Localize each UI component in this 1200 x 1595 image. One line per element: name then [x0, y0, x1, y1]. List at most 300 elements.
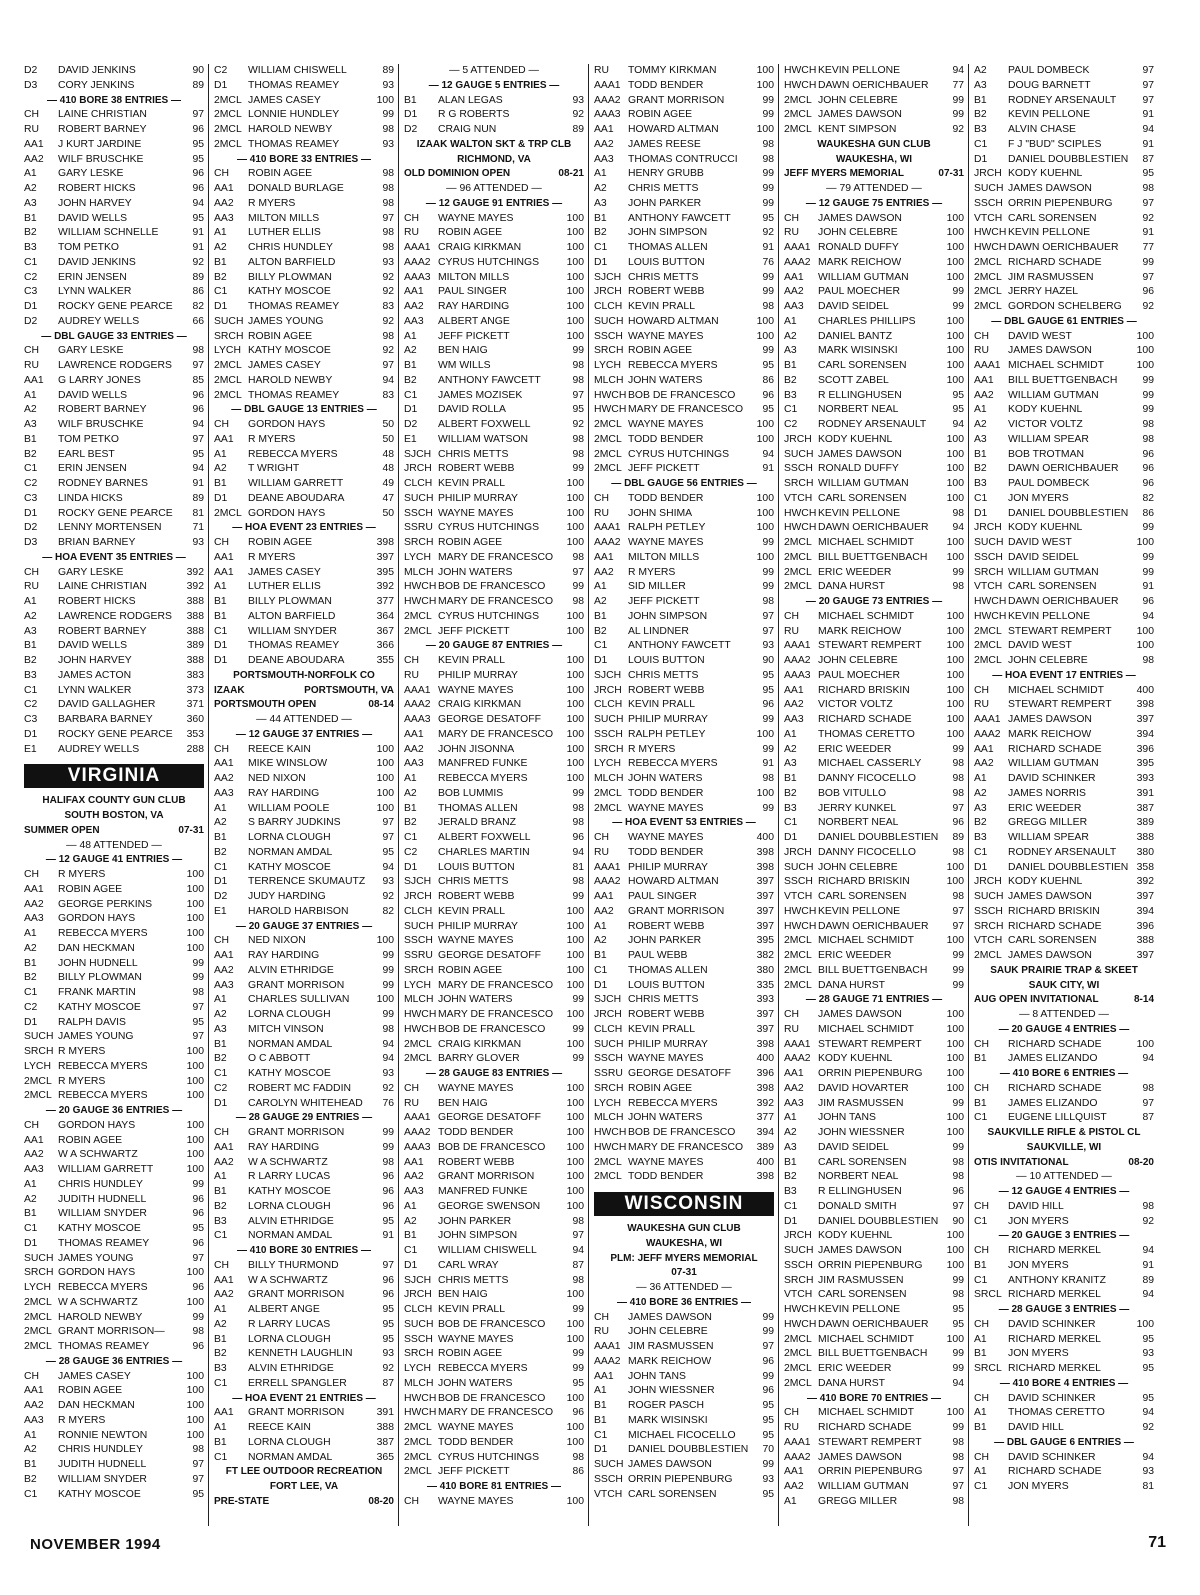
shooter-name: JOHN WIESSNER: [628, 1385, 715, 1397]
score: 100: [756, 65, 774, 76]
shooter-name: LORNA CLOUGH: [248, 832, 331, 843]
score: 98: [572, 433, 584, 445]
shoot-title: [974, 1156, 1154, 1171]
result-row: [974, 212, 1154, 227]
class-code: B1: [214, 478, 227, 489]
result-row: [24, 1030, 204, 1045]
result-row: [214, 374, 394, 389]
score: 82: [192, 301, 204, 312]
result-row: [974, 433, 1154, 448]
class-code: A1: [214, 448, 227, 460]
score: 97: [382, 360, 394, 371]
result-row: [214, 1082, 394, 1097]
class-code: A1: [404, 1200, 417, 1212]
score: 398: [756, 861, 774, 873]
class-code: HWCH: [594, 1127, 627, 1138]
class-code: SJCH: [594, 271, 622, 283]
score: 91: [192, 242, 204, 253]
score: 100: [566, 522, 584, 534]
shooter-name: MARY DE FRANCESCO: [628, 1141, 744, 1153]
shooter-name: ROBIN AGEE: [248, 168, 313, 180]
class-code: A3: [974, 802, 987, 814]
shooter-name: LAWRENCE RODGERS: [58, 360, 172, 371]
score: 92: [192, 256, 204, 268]
class-code: AA1: [974, 374, 994, 386]
score: 92: [382, 315, 394, 327]
shooter-name: WILLIAM GUTMAN: [818, 1481, 909, 1492]
shooter-name: MARY DE FRANCESCO: [438, 979, 554, 991]
score: 100: [946, 610, 964, 622]
score: 100: [946, 640, 964, 652]
score: 100: [566, 330, 584, 342]
state-banner: VIRGINIA: [24, 764, 204, 788]
result-row: [974, 197, 1154, 212]
score: 98: [952, 1451, 964, 1463]
event-heading: — HOA EVENT 53 ENTRIES —: [612, 817, 756, 829]
event-heading: — 12 GAUGE 41 ENTRIES —: [45, 854, 183, 866]
result-row: [784, 1185, 964, 1200]
shooter-name: WILLIAM GUTMAN: [1008, 566, 1099, 578]
shooter-name: KEVIN PRALL: [628, 699, 695, 711]
result-row: [404, 315, 584, 330]
class-code: RU: [594, 65, 610, 76]
class-code: A1: [24, 1429, 37, 1441]
result-row: [214, 1141, 394, 1156]
class-code: JRCH: [404, 891, 432, 902]
class-code: AAA3: [404, 271, 431, 283]
score: 91: [762, 242, 774, 253]
class-code: A1: [24, 168, 37, 180]
shooter-name: ALAN LEGAS: [438, 94, 503, 106]
score: 400: [756, 832, 774, 843]
score: 97: [192, 1459, 204, 1470]
shooter-name: DAVID SCHINKER: [1008, 1392, 1096, 1404]
score: 398: [756, 846, 774, 858]
class-code: RU: [24, 581, 40, 593]
result-row: [404, 1421, 584, 1436]
class-code: B3: [974, 124, 987, 135]
event-heading: — 410 BORE 70 ENTRIES —: [807, 1392, 941, 1404]
shooter-name: WAYNE MAYES: [628, 419, 704, 430]
result-row: [784, 1008, 964, 1023]
score: 100: [566, 905, 584, 917]
score: 89: [192, 79, 204, 91]
result-row: [214, 905, 394, 920]
shoot-date: 08-21: [558, 168, 584, 180]
shooter-name: ERRELL SPANGLER: [248, 1377, 347, 1389]
class-code: SSCH: [974, 905, 1003, 917]
result-row: [214, 1126, 394, 1141]
result-row: [214, 477, 394, 492]
shooter-name: BARRY GLOVER: [438, 1053, 520, 1065]
score: 100: [376, 94, 394, 106]
score: 95: [952, 1318, 964, 1330]
shooter-name: THOMAS CERETTO: [818, 728, 915, 740]
class-code: AA1: [784, 684, 804, 696]
score: 94: [382, 1038, 394, 1050]
result-row: [974, 920, 1154, 935]
result-row: [594, 875, 774, 890]
shooter-name: PAUL DOMBECK: [1008, 65, 1090, 76]
shooter-name: DANIEL DOUBBLESTIEN: [818, 1215, 939, 1227]
result-row: [974, 344, 1154, 359]
score: 83: [382, 301, 394, 312]
result-row: [594, 772, 774, 787]
score: 98: [572, 802, 584, 814]
shooter-name: JAMES DAWSON: [818, 1009, 902, 1020]
shooter-name: KATHY MOSCOE: [58, 1223, 141, 1234]
score: 95: [572, 404, 584, 416]
class-code: HWCH: [784, 65, 817, 76]
class-code: SJCH: [404, 448, 432, 460]
shooter-name: GRANT MORRISON: [248, 1127, 345, 1138]
shooter-name: LUTHER ELLIS: [248, 581, 321, 593]
shooter-name: BILL BUETTGENBACH: [818, 1348, 928, 1360]
class-code: HWCH: [784, 1304, 817, 1315]
result-row: [784, 698, 964, 713]
shooter-name: GARY LESKE: [58, 345, 124, 357]
score: 96: [952, 1186, 964, 1197]
shooter-name: WILLIAM CHISWELL: [438, 1245, 537, 1256]
class-code: AAA2: [974, 728, 1001, 740]
class-code: CLCH: [404, 478, 433, 489]
shooter-name: ROBIN AGEE: [58, 1134, 123, 1146]
result-row: [594, 551, 774, 566]
class-code: AA2: [404, 1171, 424, 1183]
result-row: [784, 403, 964, 418]
shooter-name: KEVIN PRALL: [438, 655, 505, 666]
score: 288: [186, 743, 204, 755]
shooter-name: DANA HURST: [818, 1377, 885, 1389]
club-heading: SAUKVILLE, WI: [1026, 1141, 1102, 1153]
score: 98: [572, 876, 584, 888]
result-row: [784, 728, 964, 743]
class-code: AAA2: [784, 655, 811, 666]
class-code: AA2: [214, 1156, 234, 1168]
score: 373: [186, 684, 204, 696]
result-row: [214, 551, 394, 566]
result-row: [214, 1362, 394, 1377]
class-code: CH: [974, 1392, 990, 1404]
shooter-name: MITCH VINSON: [248, 1023, 324, 1035]
score: 364: [376, 610, 394, 622]
class-code: SRCH: [784, 478, 814, 489]
shooter-name: TOM PETKO: [58, 433, 120, 445]
score: 397: [756, 1023, 774, 1035]
score: 93: [382, 1068, 394, 1079]
score: 100: [566, 1186, 584, 1197]
result-row: [404, 890, 584, 905]
shooter-name: HENRY GRUBB: [628, 168, 704, 180]
score: 100: [186, 1400, 204, 1411]
score: 94: [1142, 1053, 1154, 1065]
shooter-name: PHILIP MURRAY: [628, 714, 708, 725]
result-row: [404, 1303, 584, 1318]
score: 96: [192, 1193, 204, 1205]
class-code: SJCH: [594, 669, 622, 681]
score: 90: [952, 1215, 964, 1227]
result-row: [784, 934, 964, 949]
shooter-name: JOHN TANS: [818, 1112, 876, 1124]
score: 99: [952, 743, 964, 755]
class-code: LYCH: [404, 979, 431, 991]
shooter-name: JON MYERS: [1008, 1259, 1069, 1271]
result-row: [974, 418, 1154, 433]
score: 99: [382, 979, 394, 991]
club-heading: WAUKESHA GUN CLUB: [817, 138, 931, 150]
result-row: [214, 934, 394, 949]
result-row: [974, 1318, 1154, 1333]
score: 100: [566, 714, 584, 725]
shooter-name: DAVID JENKINS: [58, 65, 136, 76]
score: 96: [382, 1274, 394, 1286]
class-code: HWCH: [404, 1009, 437, 1020]
result-row: [24, 1458, 204, 1473]
shooter-name: JIM RASMUSSEN: [818, 1097, 904, 1109]
shooter-name: O C ABBOTT: [248, 1053, 311, 1065]
score: 99: [952, 1348, 964, 1360]
score: 99: [572, 1023, 584, 1035]
class-code: HWCH: [594, 389, 627, 401]
result-row: [24, 1119, 204, 1134]
score: 99: [382, 950, 394, 961]
class-code: D2: [214, 891, 228, 902]
result-row: [594, 1325, 774, 1340]
class-code: CH: [214, 1127, 230, 1138]
score: 95: [952, 404, 964, 416]
result-row: [594, 1170, 774, 1185]
shooter-name: WILLIAM SNYDER: [248, 625, 337, 637]
shooter-name: WAYNE MAYES: [438, 1082, 514, 1094]
shooter-name: JEFF PICKETT: [438, 330, 510, 342]
result-row: [974, 300, 1154, 315]
class-code: A3: [974, 433, 987, 445]
result-row: [594, 654, 774, 669]
shooter-name: JOHN CELEBRE: [818, 94, 898, 106]
class-code: A1: [784, 1495, 797, 1507]
result-row: [214, 507, 394, 522]
class-code: A1: [974, 1407, 987, 1419]
score: 93: [572, 94, 584, 106]
class-code: C1: [214, 1377, 228, 1389]
class-code: 2MCL: [974, 625, 1002, 637]
result-row: [974, 1259, 1154, 1274]
score: 383: [186, 669, 204, 681]
shooter-name: DAVID WELLS: [58, 640, 128, 652]
class-code: B2: [24, 972, 37, 984]
result-row: [404, 256, 584, 271]
score: 97: [192, 1473, 204, 1485]
shooter-name: WAYNE MAYES: [628, 330, 704, 342]
score: 100: [566, 1127, 584, 1138]
score: 94: [192, 197, 204, 209]
shooter-name: KATHY MOSCOE: [248, 1068, 331, 1079]
score: 93: [382, 138, 394, 150]
shooter-name: JIM RASMUSSEN: [818, 1274, 904, 1286]
class-code: AA2: [24, 898, 44, 910]
shooter-name: GRANT MORRISON: [248, 1289, 345, 1301]
score: 99: [762, 581, 774, 593]
result-row: [404, 728, 584, 743]
score: 95: [1142, 1392, 1154, 1404]
class-code: C2: [24, 271, 38, 283]
result-row: [24, 1266, 204, 1281]
shooter-name: CHARLES PHILLIPS: [818, 315, 916, 327]
score: 99: [192, 972, 204, 984]
result-row: [214, 256, 394, 271]
class-code: SUCH: [404, 920, 434, 932]
class-code: HWCH: [404, 1407, 437, 1419]
score: 100: [186, 1134, 204, 1146]
result-row: [784, 1170, 964, 1185]
class-code: CH: [974, 1318, 990, 1330]
score: 100: [946, 1112, 964, 1124]
score: 100: [376, 773, 394, 784]
class-code: RU: [24, 124, 40, 135]
result-row: [974, 816, 1154, 831]
shooter-name: JOHN CELEBRE: [818, 655, 898, 666]
class-code: AA1: [594, 124, 614, 135]
class-code: B2: [974, 463, 987, 475]
score: 82: [1142, 492, 1154, 504]
shooter-name: W A SCHWARTZ: [58, 1296, 138, 1308]
result-row: [404, 816, 584, 831]
class-code: B1: [594, 1414, 607, 1426]
event-heading: — DBL GAUGE 6 ENTRIES —: [994, 1436, 1134, 1448]
score: 98: [1142, 1082, 1154, 1094]
shooter-name: STEWART REMPERT: [1008, 625, 1112, 637]
score: 400: [756, 1156, 774, 1168]
class-code: A2: [214, 817, 227, 829]
shooter-name: ROGER PASCH: [628, 1400, 705, 1411]
result-row: [784, 433, 964, 448]
score: 97: [382, 817, 394, 829]
result-row: [404, 330, 584, 345]
class-code: SUCH: [784, 861, 814, 873]
result-row: [404, 374, 584, 389]
shooter-name: DAVID HILL: [1008, 1200, 1064, 1212]
shooter-name: ALBERT ANGE: [438, 315, 510, 327]
class-code: RU: [594, 507, 610, 519]
class-code: D1: [214, 301, 228, 312]
shooter-name: HAROLD NEWBY: [248, 374, 333, 386]
shooter-name: BILL BUETTGENBACH: [818, 964, 928, 976]
score: 100: [566, 964, 584, 976]
shooter-name: T WRIGHT: [248, 463, 300, 475]
shooter-name: DAVID HILL: [1008, 1422, 1064, 1433]
class-code: B1: [214, 1333, 227, 1345]
club-heading: HALIFAX COUNTY GUN CLUB: [42, 795, 186, 807]
score: 100: [566, 920, 584, 932]
score: 100: [946, 463, 964, 475]
result-row: [974, 831, 1154, 846]
score: 96: [192, 1208, 204, 1220]
class-code: B2: [784, 787, 797, 799]
class-code: B2: [24, 1473, 37, 1485]
score: 377: [376, 596, 394, 607]
score: 96: [572, 832, 584, 843]
column-divider: [398, 64, 399, 1526]
class-code: 2MCL: [594, 1156, 622, 1168]
class-code: E1: [404, 433, 417, 445]
shooter-name: ROBERT WEBB: [438, 463, 515, 475]
result-row: [404, 226, 584, 241]
result-row: [404, 934, 584, 949]
class-code: CH: [784, 610, 800, 622]
score: 99: [1142, 256, 1154, 268]
class-code: 2MCL: [784, 551, 812, 563]
class-code: A2: [594, 596, 607, 607]
shooter-name: ROBERT WEBB: [628, 684, 705, 696]
shooter-name: G LARRY JONES: [58, 374, 141, 386]
class-code: 2MCL: [214, 94, 242, 106]
class-code: B3: [214, 1215, 227, 1227]
class-code: CLCH: [404, 1304, 433, 1315]
shooter-name: EARL BEST: [58, 448, 115, 460]
result-row: [784, 256, 964, 271]
column-divider: [968, 64, 969, 1526]
result-row: [404, 1215, 584, 1230]
results-column-5: [784, 64, 964, 1526]
result-row: [784, 1436, 964, 1451]
result-row: [594, 315, 774, 330]
class-code: AAA1: [404, 1112, 431, 1124]
score: 95: [192, 153, 204, 165]
class-code: A2: [404, 787, 417, 799]
score: 99: [1142, 522, 1154, 534]
shooter-name: CARL SORENSEN: [1008, 935, 1097, 947]
class-code: MLCH: [594, 374, 624, 386]
class-code: B1: [404, 1230, 417, 1242]
shooter-name: GRANT MORRISON: [628, 94, 725, 106]
result-row: [404, 905, 584, 920]
class-code: 2MCL: [24, 1075, 52, 1087]
class-code: A1: [784, 728, 797, 740]
score: 98: [382, 183, 394, 194]
result-row: [24, 344, 204, 359]
shooter-name: GEORGE SWENSON: [438, 1200, 541, 1212]
shooter-name: JAMES YOUNG: [248, 315, 324, 327]
score: 100: [946, 1333, 964, 1345]
class-code: A1: [594, 1385, 607, 1397]
result-row: [24, 1370, 204, 1385]
shooter-name: ALBERT FOXWELL: [438, 832, 531, 843]
score: 396: [1136, 920, 1154, 932]
class-code: CH: [24, 566, 40, 578]
score: 100: [566, 1392, 584, 1404]
score: 398: [756, 1082, 774, 1094]
shooter-name: ROCKY GENE PEARCE: [58, 507, 173, 519]
score: 77: [952, 79, 964, 91]
class-code: CH: [784, 1009, 800, 1020]
class-code: B2: [404, 817, 417, 829]
results-column-1: [24, 64, 204, 1526]
class-code: 2MCL: [214, 109, 242, 121]
shooter-name: AL LINDNER: [628, 625, 689, 637]
class-code: AA3: [24, 913, 44, 925]
result-row: [594, 713, 774, 728]
result-row: [404, 1038, 584, 1053]
result-row: [24, 79, 204, 94]
score: 100: [566, 1082, 584, 1094]
class-code: MLCH: [594, 773, 624, 784]
result-row: [784, 1215, 964, 1230]
score: 98: [382, 1156, 394, 1168]
class-code: C1: [594, 640, 608, 652]
club-heading: PLM: JEFF MYERS MEMORIAL: [610, 1252, 758, 1264]
result-row: [784, 1274, 964, 1289]
shooter-name: TODD BENDER: [628, 79, 704, 91]
